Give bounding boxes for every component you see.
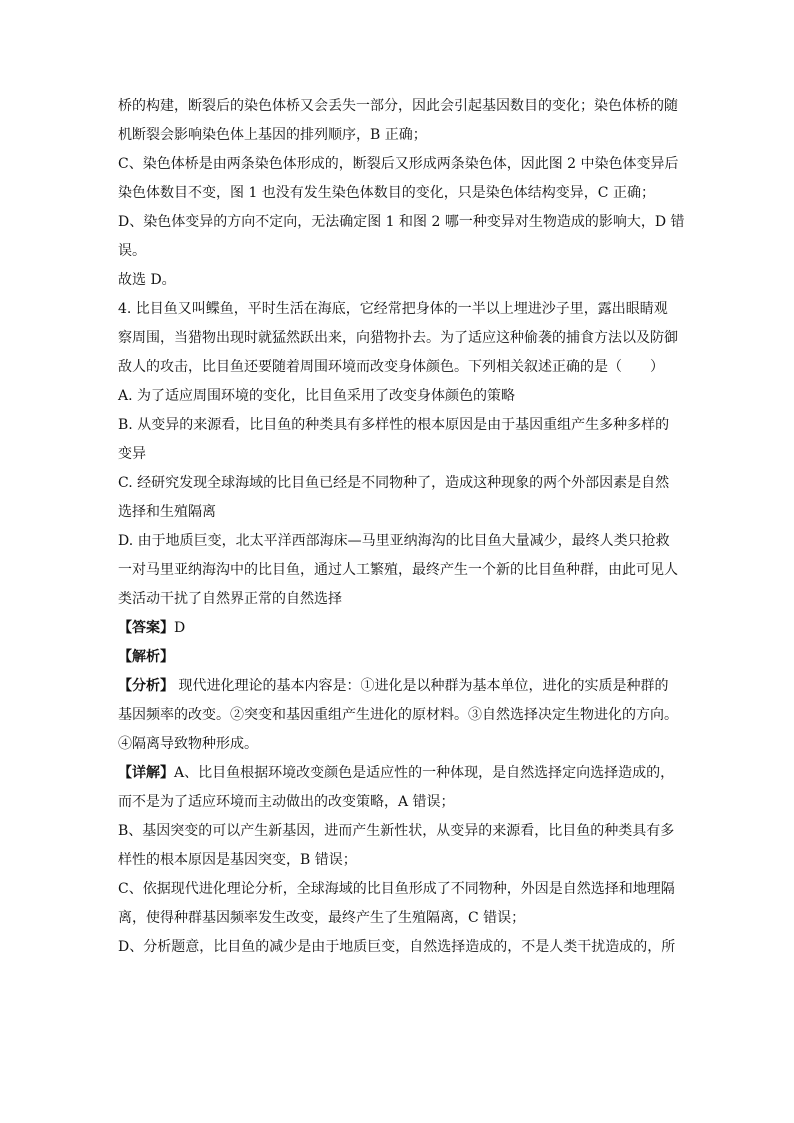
fenxi-text: 现代进化理论的基本内容是：①进化是以种群为基本单位，进化的实质是种群的	[174, 678, 669, 694]
fenxi-line: 基因频率的改变。②突变和基因重组产生进化的原材料。③自然选择决定生物进化的方向。	[118, 707, 678, 723]
text-line: C、染色体桥是由两条染色体形成的，断裂后又形成两条染色体，因此图 2 中染色体变异后	[118, 156, 679, 172]
xiangjie-text: A、比目鱼根据环境改变颜色是适应性的一种体现，是自然选择定向选择造成的，	[174, 765, 675, 781]
document-page	[118, 92, 685, 962]
xiangjie-line: B、基因突变的可以产生新基因，进而产生新性状，从变异的来源看，比目鱼的种类具有多	[118, 823, 675, 839]
xiangjie-label: 【详解】	[118, 765, 174, 781]
option-b: B. 从变异的来源看，比目鱼的种类具有多样性的根本原因是由于基因重组产生多种多样的	[118, 417, 670, 433]
option-b: 变异	[118, 446, 146, 462]
question-4-line: 察周围，当猎物出现时就猛然跃出来，向猎物扑去。为了适应这种偷袭的捕食方法以及防御	[118, 330, 678, 346]
xiangjie-line: D、分析题意，比目鱼的减少是由于地质巨变，自然选择造成的，不是人类干扰造成的，所	[118, 939, 676, 955]
text-line: 染色体数目不变，图 1 也没有发生染色体数目的变化，只是染色体结构变异，C 正确；	[118, 185, 655, 201]
answer-value: D	[174, 620, 186, 636]
text-line: 机断裂会影响染色体上基因的排列顺序，B 正确；	[118, 127, 427, 143]
option-c: C. 经研究发现全球海域的比目鱼已经是不同物种了，造成这种现象的两个外部因素是自然	[118, 475, 670, 491]
xiangjie-line: C、依据现代进化理论分析，全球海域的比目鱼形成了不同物种，外因是自然选择和地理隔	[118, 881, 675, 897]
question-4-line: 4. 比目鱼又叫鲽鱼，平时生活在海底，它经常把身体的一半以上埋进沙子里，露出眼睛观	[118, 301, 668, 317]
option-c: 选择和生殖隔离	[118, 504, 216, 520]
fenxi-line: ④隔离导致物种形成。	[118, 736, 258, 752]
option-d: D. 由于地质巨变，北太平洋西部海床—马里亚纳海沟的比目鱼大量减少，最终人类只抢救	[118, 533, 670, 549]
option-d: 类活动干扰了自然界正常的自然选择	[118, 591, 342, 607]
xiangjie-line: 样性的根本原因是基因突变，B 错误；	[118, 852, 357, 868]
text-line: D、染色体变异的方向不定向，无法确定图 1 和图 2 哪一种变异对生物造成的影响大，D 错	[118, 214, 685, 230]
text-line: 桥的构建，断裂后的染色体桥又会丢失一部分，因此会引起基因数目的变化；染色体桥的随	[118, 98, 678, 114]
analysis-label: 【解析】	[118, 649, 174, 665]
fenxi-label: 【分析】	[118, 678, 174, 694]
option-d: 一对马里亚纳海沟中的比目鱼，通过人工繁殖，最终产生一个新的比目鱼种群，由此可见人	[118, 562, 678, 578]
xiangjie-line	[118, 759, 674, 788]
xiangjie-line: 离，使得种群基因频率发生改变，最终产生了生殖隔离，C 错误；	[118, 910, 526, 926]
xiangjie-line: 而不是为了适应环境而主动做出的改变策略，A 错误；	[118, 794, 455, 810]
option-a: A. 为了适应周围环境的变化，比目鱼采用了改变身体颜色的策略	[118, 388, 516, 404]
question-4-line: 敌人的攻击，比目鱼还要随着周围环境而改变身体颜色。下列相关叙述正确的是（ ）	[118, 359, 664, 375]
text-line: 误。	[118, 243, 146, 259]
analysis-heading	[118, 643, 674, 672]
answer-label: 【答案】	[118, 620, 174, 636]
text-line: 故选 D。	[118, 272, 176, 288]
answer-line	[118, 614, 674, 643]
fenxi-line	[118, 672, 674, 701]
